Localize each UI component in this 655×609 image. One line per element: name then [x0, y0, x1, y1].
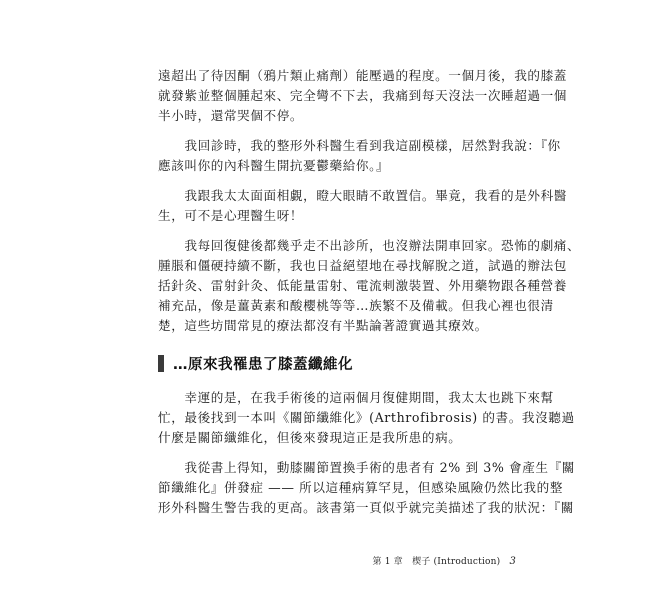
paragraph-3	[158, 186, 568, 226]
text-line: 楚，這些坊間常見的療法都沒有半點論著證實過其療效。	[158, 318, 488, 333]
text-line: 就發紫並整個腫起來、完全彎不下去，我痛到每天沒法一次睡超過一個	[158, 88, 568, 103]
text-line: 我回診時，我的整形外科醫生看到我這副模樣，居然對我說：『你	[158, 138, 561, 153]
page-footer	[0, 554, 516, 567]
text-line: 忙，最後找到一本叫《關節纖維化》(Arthrofibrosis) 的書。我沒聽過	[158, 410, 575, 425]
text-line: 幸運的是，在我手術後的這兩個月復健期間，我太太也跳下來幫	[158, 390, 554, 405]
text-line: 我從書上得知，動膝關節置換手術的患者有 2% 到 3% 會產生『關	[158, 460, 576, 475]
paragraph-2	[158, 136, 561, 176]
paragraph-1	[158, 66, 568, 126]
section-heading	[158, 352, 503, 374]
paragraph-4	[158, 236, 581, 336]
text-line: 補充品，像是薑黃素和酸櫻桃等等…族繁不及備載。但我心裡也很清	[158, 298, 554, 313]
text-line: 形外科醫生警告我的更高。該書第一頁似乎就完美描述了我的狀況：『關	[158, 500, 574, 515]
section-heading-text: …原來我罹患了膝蓋纖維化	[173, 356, 353, 373]
chapter-label: 第 1 章 楔子 (Introduction)	[372, 557, 501, 567]
page-number: 3	[509, 556, 516, 567]
text-line: 括針灸、雷射針灸、低能量雷射、電流刺激裝置、外用藥物跟各種營養	[158, 278, 568, 293]
text-line: 半小時，還常哭個不停。	[158, 108, 304, 123]
text-line: 我每回復健後都幾乎走不出診所，也沒辦法開車回家。恐怖的劇痛、	[158, 238, 581, 253]
text-line: 遠超出了待因酮（鴉片類止痛劑）能壓過的程度。一個月後，我的膝蓋	[158, 68, 568, 83]
text-line: 什麼是關節纖維化，但後來發現這正是我所患的病。	[158, 430, 462, 445]
heading-marker-bar	[158, 355, 164, 372]
paragraph-6	[158, 458, 576, 518]
text-line: 我跟我太太面面相覷，瞪大眼睛不敢置信。畢竟，我看的是外科醫	[158, 188, 568, 203]
text-line: 腫脹和僵硬持續不斷，我也日益絕望地在尋找解脫之道，試過的辦法包	[158, 258, 568, 273]
text-line: 生，可不是心理醫生呀！	[158, 208, 304, 223]
text-line: 應該叫你的內科醫生開抗憂鬱藥給你。』	[158, 158, 390, 173]
text-line: 節纖維化』併發症 —— 所以這種病算罕見，但感染風險仍然比我的整	[158, 480, 564, 495]
paragraph-5	[158, 388, 575, 448]
